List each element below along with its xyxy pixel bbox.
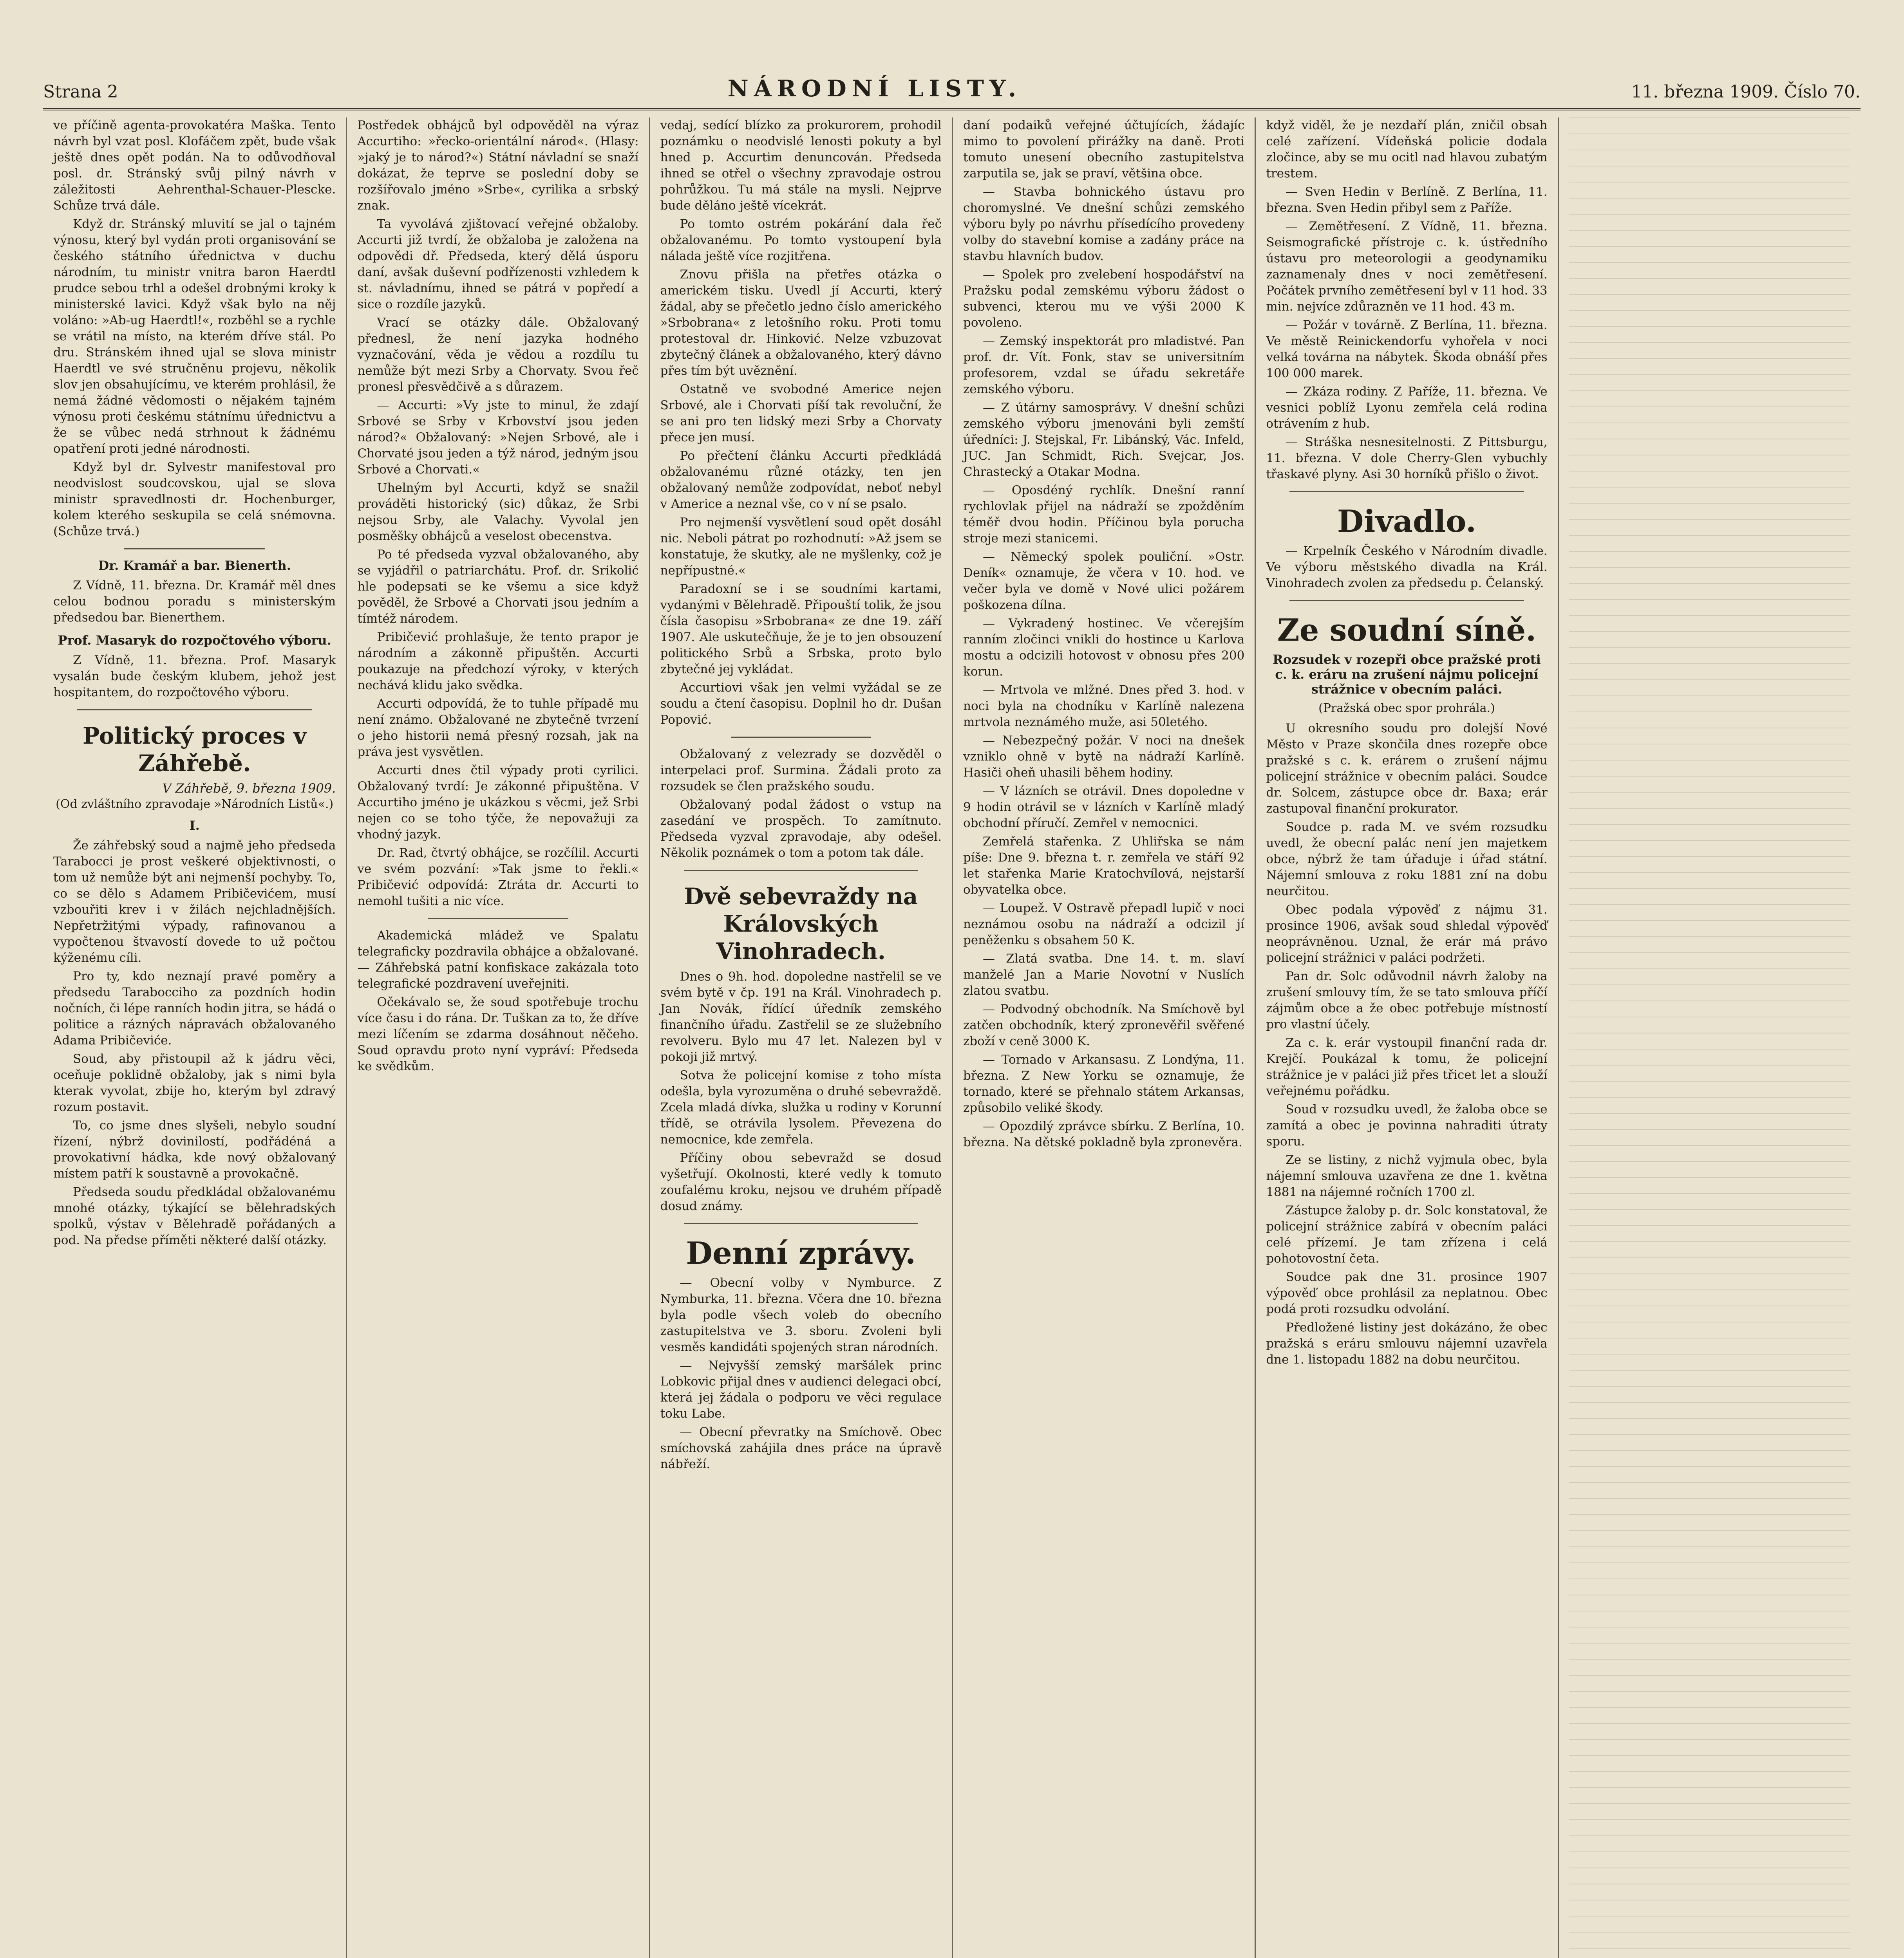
news-item: — Oposdéný rychlík. Dnešní ranní rychlovlak přijel na nádraží se zpožděním téměř dvou hodin. Příčinou byla porucha stroje mezi stanicemi. — [963, 483, 1245, 545]
article-paragraph: Paradoxní se i se soudními kartami, vydanými v Bělehradě. Připouští tolik, že jsou čísla časopisu »Srbobrana« ze dne 19. září 1907. Ale uskutečňuje, že je to jen obsouzení politického Srbů a Srbska, proto bylo zbytečné jej vykládat. — [660, 582, 942, 676]
section-headline: Divadlo. — [1337, 504, 1477, 539]
article-paragraph: Vrací se otázky dále. Obžalovaný přednesl, že není jazyka hodného vyznačování, věda je vědou a rozdílu tu nemůže být mezi Srby a Chorvaty. Svou řeč pronesl přesvědčivě a s důrazem. — [357, 316, 639, 394]
article-paragraph: Obžalovaný z velezrady se dozvěděl o interpelaci prof. Surmina. Žádali proto za rozsudek se člen pražského soudu. — [660, 747, 942, 793]
article-paragraph: Akademická mládež ve Spalatu telegraficky pozdravila obhájce a obžalované. — Záhřebská patní konfiskace zakázala toto telegrafické pozdravení uveřejniti. — [357, 928, 639, 991]
news-item: — Loupež. V Ostravě přepadl lupič v noci neznámou osobu na nádraží a odcizil jí peněženku s obsahem 50 K. — [963, 901, 1245, 947]
article-paragraph: Po přečtení článku Accurti předkládá obžalovanému různé otázky, ten jen obžalovaný nemůže zodpovídat, neboť nebyl v Americe a neznal vše, co v ní se psalo. — [660, 449, 942, 511]
article-paragraph: — Accurti: »Vy jste to minul, že zdají Srbové se Srby v Krbovství jsou jeden národ?« Obžalovaný: »Nejen Srbové, ale i Chorvaté jsou jeden a týž národ, jedným jsou Srbové a Chorvati.« — [357, 398, 639, 477]
article-paragraph: Uhelným byl Accurti, když se snažil prováděti historický (sic) důkaz, že Srbi nejsou Srby, ale Valachy. Vyvolal jen posměšky obhájců a veselost obecenstva. — [357, 481, 639, 543]
article-paragraph: vedaj, sedící blízko za prokurorem, prohodil poznámku o neodvislé lenosti pokuty a byl hned p. Accurtim denuncován. Předseda ihned se otřel o všechny zpravodaje ostrou pohrůžkou. Tu má stále na mysli. Nejprve bude děláno ještě vícekrát. — [660, 118, 942, 213]
article-paragraph: Když byl dr. Sylvestr manifestoval pro neodvislost soudcovskou, ujal se slova ministr spravedlnosti dr. Hochenburger, kolem kterého seskupila se celá snémovna. (Schůze trvá.) — [53, 460, 336, 538]
article-paragraph: Ta vyvolává zjištovací veřejné obžaloby. Accurti již tvrdí, že obžaloba je založena na odpovědi dř. Předseda, který dělá úsporu daní, avšak duševní podřízenosti vzhledem k st. návladnímu, ihned se pátrá v popředí a sice o rozdíle jazyků. — [357, 217, 639, 311]
divider — [77, 709, 312, 710]
article-paragraph: Když dr. Stránský mluvití se jal o tajném výnosu, který byl vydán proti organisování se českého státního úřednictva v duchu národním, tu ministr vnitra baron Haerdtl prudce sebou trhl a odešel drobnými kroky k ministerské lavici. Když však bylo na něj voláno: »Ab-ug Haerdtl!«, rozběhl se a rychle se vrátil na místo, na kterém dříve stál. Po dru. Stránském ihned ujal se slova ministr Haerdtl ve své stručněnu projevu, několik slov jen obsahujícímu, ve kterém prohlásil, že nemá žádné vědomosti o nějakém tajném výnosu proti českému státnímu úřednictvu a že se vůbec nedá strhnout k žádnému opatření proti jedné národnosti. — [53, 217, 336, 456]
section-heading: Prof. Masaryk do rozpočtového výboru. — [58, 633, 331, 648]
section-number: I. — [189, 818, 200, 833]
article-paragraph: Sotva že policejní komise z toho místa odešla, byla vyrozuměna o druhé sebevraždě. Zcela mladá dívka, služka u rodiny v Korunní třídě, se otrávila lysolem. Převezena do nemocnice, kde zemřela. — [660, 1068, 942, 1147]
article-paragraph: Dnes o 9h. hod. dopoledne nastřelil se ve svém bytě v čp. 191 na Král. Vinohradech p. Jan Novák, řídící úředník zemského finančního úřadu. Zastřelil se ze služebního revolveru. Bylo mu 47 let. Nalezen byl v pokoji již mrtvý. — [660, 970, 942, 1064]
news-item: když viděl, že je nezdaří plán, zničil obsah celé zařízení. Vídeňská policie dodala zločince, aby se mu ocitl nad hlavou zubatým trestem. — [1266, 118, 1548, 181]
article-paragraph: Předseda soudu předkládal obžalovanému mnohé otázky, týkající se bělehradských spolků, výstav v Bělehradě pořádaných a pod. Na předse příměti některé další otázky. — [53, 1185, 336, 1247]
divider — [124, 548, 265, 549]
article-paragraph: Pro ty, kdo neznají pravé poměry a předsedu Tarabocciho za pozdních hodin nočních, či lépe ranních hodin jitra, se hádá o politice a rázných nápravách obžalovaného Adama Pribičeviće. — [53, 969, 336, 1048]
news-item: — Nebezpečný požár. V noci na dnešek vzniklo ohně v bytě na nádraží Karlíně. Hasiči oheň uhasili během hodiny. — [963, 733, 1245, 780]
divider — [428, 918, 568, 919]
news-item: — Obecní převratky na Smíchově. Obec smíchovská zahájila dnes práce na úpravě nábřeží. — [660, 1425, 942, 1471]
article-paragraph: Pribičević prohlašuje, že tento prapor je národním a zákonně připuštěn. Accurti poukazuje na předchozí výroky, v kterých nechává klidu jako svědka. — [357, 630, 639, 692]
news-item: — Sven Hedin v Berlíně. Z Berlína, 11. března. Sven Hedin přibyl sem z Paříže. — [1266, 185, 1548, 215]
column-5 — [1255, 117, 1557, 1958]
news-item: — Obecní volby v Nymburce. Z Nymburka, 11. března. Včera dne 10. března byla podle všech voleb do obecního zastupitelstva ve 3. sboru. Zvoleni byli vesměs kandidáti spojených stran národních. — [660, 1276, 942, 1354]
article-paragraph: Po tomto ostrém pokárání dala řeč obžalovanému. Po tomto vystoupení byla nálada ještě více rozjitřena. — [660, 217, 942, 263]
news-item: — Nejvyšší zemský maršálek princ Lobkovic přijal dnes v audienci delegaci obcí, která jej žádala o podporu ve věci regulace toku Labe. — [660, 1358, 942, 1421]
divider — [1289, 491, 1524, 492]
article-note: (Pražská obec spor prohrála.) — [1318, 701, 1495, 715]
article-paragraph: Obžalovaný podal žádost o vstup na zasedání ve prospěch. To zamítnuto. Předseda vyzval zpravodaje, aby odešel. Několik poznámek o tom a potom tak dále. — [660, 798, 942, 860]
article-paragraph: Dr. Rad, čtvrtý obhájce, se rozčílil. Accurti ve svém pozvání: »Tak jsme to řekli.« Pribičević odpovídá: Ztráta dr. Accurti to nemohl tušiti a nic více. — [357, 846, 639, 908]
article-paragraph: Po té předseda vyzval obžalovaného, aby se vyjádřil o patriarchátu. Prof. dr. Srikolić hle podepsati se ke všemu a sice když pověděl, že Srbové a Chorvati jsou jedním a tímtéž národem. — [357, 547, 639, 626]
news-item: — Mrtvola ve mlžné. Dnes před 3. hod. v noci byla na chodníku v Karlíně nalezena mrtvola neznámého muže, asi 50letého. — [963, 683, 1245, 729]
article-paragraph: Příčiny obou sebevražd se dosud vyšetřují. Okolnosti, které vedly k tomuto zoufalému kroku, nejsou ve druhém případě dosud známy. — [660, 1151, 942, 1213]
issue-date: 11. března 1909. Číslo 70. — [1631, 82, 1861, 102]
news-item: Zemřelá stařenka. Z Uhliřska se nám píše: Dne 9. března t. r. zemřela ve stáří 92 let stařenka Marie Kratochvílová, nejstarší obyvatelka obce. — [963, 834, 1245, 897]
article-paragraph: Ostatně ve svobodné Americe nejen Srbové, ale i Chorvati píší tak revoluční, že se ani pro ten lidský mezi Srby a Chorvaty přece jen musí. — [660, 382, 942, 444]
page-number: Strana 2 — [43, 82, 118, 102]
article-paragraph: Soud v rozsudku uvedl, že žaloba obce se zamítá a obec je povinna nahraditi útraty sporu. — [1266, 1102, 1548, 1149]
news-item: — Tornado v Arkansasu. Z Londýna, 11. března. Z New Yorku se oznamuje, že tornado, které se přehnalo státem Arkansas, způsobilo veliké škody. — [963, 1053, 1245, 1115]
newspaper-title: NÁRODNÍ LISTY. — [727, 75, 1022, 102]
article-paragraph: Zástupce žaloby p. dr. Solc konstatoval, že policejní strážnice zabírá v obecním paláci celé přízemí. Je tam zřízena i celá pohotovostní četa. — [1266, 1203, 1548, 1266]
news-item: — Německý spolek pouliční. »Ostr. Deník« oznamuje, že včera v 10. hod. ve večer byla ve domě v Nové ulici požárem poškozena dílna. — [963, 550, 1245, 612]
divider — [1289, 600, 1524, 601]
article-paragraph: Předložené listiny jest dokázáno, že obec pražská s eráru smlouvu nájemní uzavřela dne 1. listopadu 1882 na dobu neurčitou. — [1266, 1320, 1548, 1367]
news-item: — Krpelník Českého v Národním divadle. Ve výboru městského divadla na Král. Vinohradech zvolen za předsedu p. Čelanský. — [1266, 544, 1548, 590]
byline: (Od zvláštního zpravodaje »Národních Listů«.) — [56, 797, 334, 811]
section-heading: Dr. Kramář a bar. Bienerth. — [98, 558, 291, 573]
article-paragraph: Soud, aby přistoupil až k jádru věci, oceňuje poklidně obžaloby, jak s nimi byla kterak vyvolat, zbije ho, kterým byl zdravý rozum postavit. — [53, 1052, 336, 1114]
article-paragraph: Z Vídně, 11. března. Prof. Masaryk vysalán bude českým klubem, jehož jest hospitantem, do rozpočtového výboru. — [53, 653, 336, 699]
news-item: daní podaiků veřejné účtujících, žádajíc mimo to povolení přirážky na daně. Proti tomuto unesení obecního zastupitelstva zarputila se, jak se praví, většina obce. — [963, 118, 1245, 181]
news-item: — Zemětřesení. Z Vídně, 11. března. Seismografické přístroje c. k. ústředního ústavu pro meteorologii a geodynamiku zaznamenaly dnes v noci zemětřesení. Počátek prvního zemětřesení byl v 11 hod. 33 min. nejvíce zdůrazněn ve 11 hod. 43 m. — [1266, 219, 1548, 314]
article-subtitle: Rozsudek v rozepři obce pražské proti c. k. eráru na zrušení nájmu policejní strážnice v obecním paláci. — [1273, 652, 1541, 697]
article-headline: Dvě sebevraždy na Královských Vinohradech. — [684, 883, 918, 965]
article-paragraph: Pan dr. Solc odůvodnil návrh žaloby na zrušení smlouvy tím, že se tato smlouva příčí zájmům obce a že obec potřebuje místností pro vlastní účely. — [1266, 969, 1548, 1031]
news-item: — Spolek pro zvelebení hospodářství na Pražsku podal zemskému výboru žádost o subvenci, kterou mu ve výši 2000 K povoleno. — [963, 267, 1245, 330]
news-item: — Zkáza rodiny. Z Paříže, 11. března. Ve vesnici poblíž Lyonu zemřela celá rodina otrávením z hub. — [1266, 385, 1548, 431]
article-paragraph: Accurti dnes čtil výpady proti cyrilici. Obžalovaný tvrdí: Je zákonné připuštěna. V Accurtiho jméno je ukázkou s věcmi, jež Srbi nejen co se toho týče, že nepovažuji za vhodný jazyk. — [357, 763, 639, 842]
masthead — [43, 59, 1861, 110]
news-item: — Stavba bohnického ústavu pro choromyslné. Ve dnešní schůzi zemského výboru byly po návrhu přísedícího provedeny volby do stavební komise a zadány práce na stavbu hlavních budov. — [963, 185, 1245, 263]
article-paragraph: Očekávalo se, že soud spotřebuje trochu více času i do rána. Dr. Tuškan za to, že dříve mezi líčením se zdarma dosáhnout něčeho. Soud opravdu proto nyní vypráví: Předseda ke svědkům. — [357, 995, 639, 1073]
dateline: V Záhřebě, 9. března 1909. — [162, 781, 336, 796]
divider — [684, 870, 918, 871]
column-6 — [1558, 117, 1861, 1958]
article-paragraph: Accurtiovi však jen velmi vyžádal se ze soudu a čtení časopisu. Doplnil ho dr. Dušan Popović. — [660, 681, 942, 727]
article-paragraph: Pro nejmenší vysvětlení soud opět dosáhl nic. Neboli pátrat po rozhodnutí: »Až jsem se konstatuje, že skutky, ale ne myšlenky, což je nepřípustné.« — [660, 515, 942, 578]
columns — [43, 117, 1861, 1958]
news-item: — Opozdilý zprávce sbírku. Z Berlína, 10. března. Na dětské pokladně byla zpronevěra. — [963, 1119, 1245, 1149]
news-item: — Požár v továrně. Z Berlína, 11. března. Ve městě Reinickendorfu vyhořela v noci velká továrna na nábytek. Škoda obnáší přes 100 000 marek. — [1266, 318, 1548, 380]
article-paragraph: Za c. k. erár vystoupil finanční rada dr. Krejčí. Poukázal k tomu, že policejní strážnice je v paláci již přes třicet let a slouží veřejnému pořádku. — [1266, 1036, 1548, 1098]
news-item: — Z útárny samosprávy. V dnešní schůzi zemského výboru jmenováni byli zemští úředníci: J. Stejskal, Fr. Libánský, Vác. Infeld, JUC. Jan Schmidt, Rich. Svejcar, Jos. Chrastecký a Otakar Modna. — [963, 401, 1245, 479]
column-4 — [952, 117, 1255, 1958]
column-2 — [346, 117, 649, 1958]
news-item: — Podvodný obchodník. Na Smíchově byl zatčen obchodník, který zpronevěřil svěřené zboží v ceně 3000 K. — [963, 1002, 1245, 1048]
article-paragraph: Z Vídně, 11. března. Dr. Kramář měl dnes celou bodnou poradu s ministerským předsedou bar. Bienerthem. — [53, 578, 336, 625]
article-paragraph: U okresního soudu pro dolejší Nové Město v Praze skončila dnes rozepře obce pražské s c. k. erárem o zrušení nájmu policejní strážnice v obecním paláci. Soudce dr. Solcem, zástupce obce dr. Baxa; erár zastupoval finanční prokurator. — [1266, 721, 1548, 816]
article-paragraph: Ze se listiny, z nichž vyjmula obec, byla nájemní smlouva uzavřena ze dne 1. května 1881 na nájemné ročních 1700 zl. — [1266, 1153, 1548, 1199]
column-1 — [43, 117, 346, 1958]
article-paragraph: Soudce p. rada M. ve svém rozsudku uvedl, že obecní palác není jen majetkem obce, nýbrž že tam úřaduje i úřad státní. Nájemní smlouva z roku 1881 zní na dobu neurčitou. — [1266, 820, 1548, 898]
article-headline: Politický proces v Záhřebě. — [82, 723, 307, 777]
article-paragraph: Accurti odpovídá, že to tuhle případě mu není známo. Obžalované ne zbytečně tvrzení o jeho historii nemá přesný rozsah, jak na práva jest vysvětlen. — [357, 697, 639, 759]
column-3 — [649, 117, 952, 1958]
newspaper-page — [43, 59, 1861, 1958]
article-paragraph: Že záhřebský soud a najmě jeho předseda Tarabocci je prost veškeré objektivnosti, o tom už nemůže být ani nejmenší pochyby. To, co se dělo s Adamem Pribičevićem, musí vzbouřiti krev i v žilách nejchladnějších. Nepřetržitými výpady, rafinovanou a vypočtenou štvavostí dovede to už počtou kýženému cíli. — [53, 838, 336, 965]
article-paragraph: To, co jsme dnes slyšeli, nebylo soudní řízení, nýbrž dovinilostí, podřádéná a provokativní hádka, kde nový obžalovaný místem patří k soustavně a provokačně. — [53, 1118, 336, 1181]
article-paragraph: Postředek obhájců byl odpověděl na výraz Accurtiho: »řecko-orientální národ«. (Hlasy: »jaký je to národ?«) Státní návladní se snaží dokázat, že teprve se poslední doby se rozšířovalo jméno »Srbe«, cyrilika a srbský znak. — [357, 118, 639, 213]
divider — [684, 1223, 918, 1224]
article-paragraph: ve příčině agenta-provokatéra Maška. Tento návrh byl vzat posl. Klofáčem zpět, bude však ještě dnes opět podán. Na to odůvodňoval posl. dr. Stránský svůj pilný návrh v záležitosti Aehrenthal-Schauer-Plescke. Schůze trvá dále. — [53, 118, 336, 213]
article-paragraph: Znovu přišla na přetřes otázka o americkém tisku. Uvedl jí Accurti, který žádal, aby se přečetlo jedno číslo amerického »Srbobrana« z letošního roku. Proti tomu protestoval dr. Hinković. Nelze vzbuzovat zbytečný článek a obžalovaného, který dávno přes tím být uvěznění. — [660, 267, 942, 378]
article-paragraph: Soudce pak dne 31. prosince 1907 výpověď obce prohlásil za neplatnou. Obec podá proti rozsudku odvolání. — [1266, 1270, 1548, 1316]
divider — [731, 737, 871, 738]
text-lines-decoration — [1569, 117, 1850, 1958]
news-item: — Stráška nesnesitelnosti. Z Pittsburgu, 11. března. V dole Cherry-Glen vybuchly třaskavé plyny. Asi 30 horníků přišlo o život. — [1266, 435, 1548, 481]
section-headline: Denní zprávy. — [686, 1235, 916, 1271]
news-item: — Vykradený hostinec. Ve včerejším ranním zločinci vnikli do hostince u Karlova mostu a odcizili hotovost v obnosu přes 200 korun. — [963, 616, 1245, 679]
news-item: — Zemský inspektorát pro mladistvé. Pan prof. dr. Vít. Fonk, stav se universitním profesorem, vzdal se úřadu sekretáře zemského výboru. — [963, 334, 1245, 396]
article-paragraph: Obec podala výpověď z nájmu 31. prosince 1906, avšak soud shledal výpověď neoprávněnou. Uznal, že erár má právo policejní strážnici v paláci podržeti. — [1266, 903, 1548, 965]
news-item: — V lázních se otrávil. Dnes dopoledne v 9 hodin otrávil se v lázních v Karlíně mladý obchodní příručí. Zemřel v nemocnici. — [963, 784, 1245, 830]
news-item: — Zlatá svatba. Dne 14. t. m. slaví manželé Jan a Marie Novotní v Nuslích zlatou svatbu. — [963, 952, 1245, 998]
section-headline: Ze soudní síně. — [1277, 612, 1537, 648]
